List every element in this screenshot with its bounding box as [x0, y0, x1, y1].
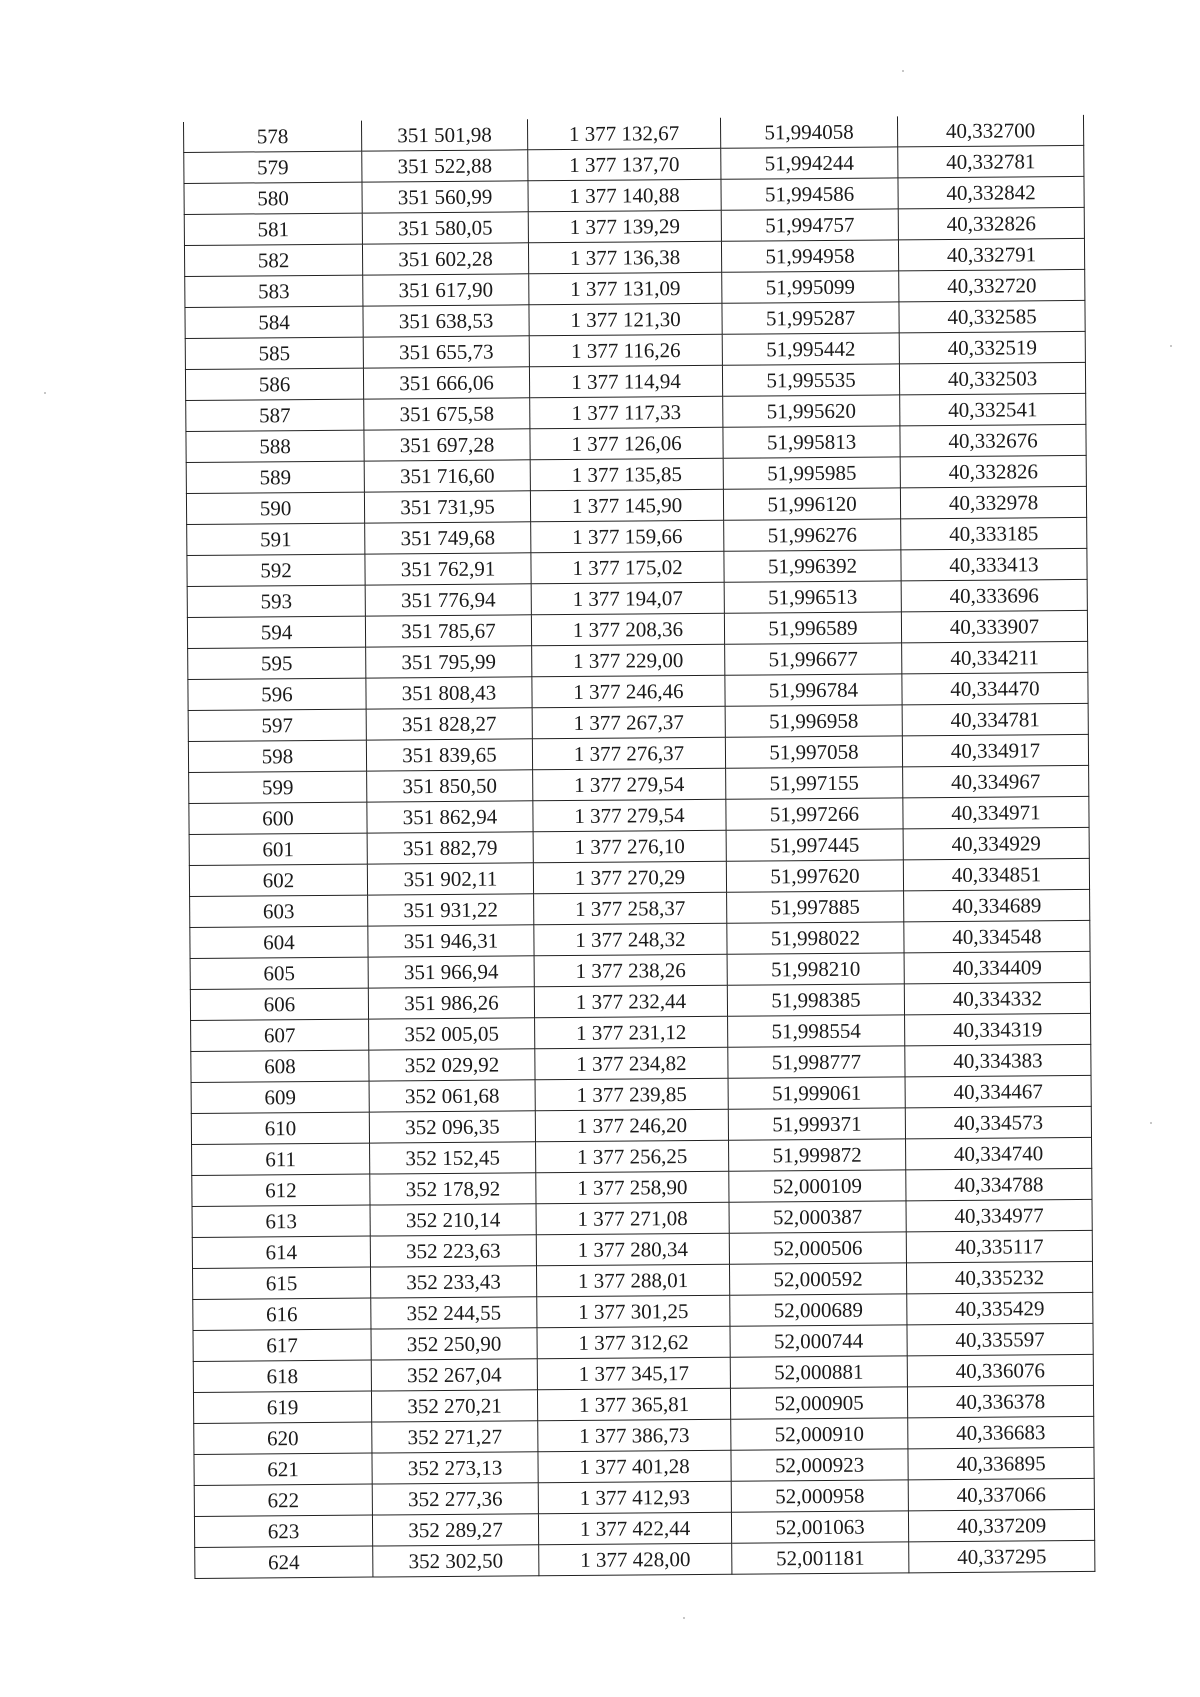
x-coordinate-cell: 352 302,50 — [373, 1545, 539, 1577]
longitude-cell: 40,332503 — [899, 362, 1085, 394]
longitude-cell: 40,334548 — [904, 920, 1090, 952]
x-coordinate-cell: 351 602,28 — [362, 243, 528, 275]
longitude-cell: 40,332791 — [898, 238, 1084, 270]
y-coordinate-cell: 1 377 208,36 — [531, 613, 724, 646]
point-number-cell: 611 — [192, 1143, 370, 1175]
latitude-cell: 51,996958 — [725, 705, 902, 737]
x-coordinate-cell: 352 233,43 — [370, 1266, 536, 1298]
longitude-cell: 40,333907 — [901, 610, 1087, 642]
point-number-cell: 583 — [185, 275, 363, 307]
x-coordinate-cell: 351 762,91 — [365, 553, 531, 585]
latitude-cell: 51,994586 — [721, 178, 898, 210]
y-coordinate-cell: 1 377 137,70 — [528, 148, 721, 181]
latitude-cell: 51,997885 — [727, 891, 904, 923]
point-number-cell: 598 — [188, 740, 366, 772]
latitude-cell: 51,994757 — [721, 209, 898, 241]
latitude-cell: 52,000910 — [731, 1418, 908, 1450]
point-number-cell: 610 — [191, 1112, 369, 1144]
point-number-cell: 595 — [188, 647, 366, 679]
latitude-cell: 51,994958 — [721, 240, 898, 272]
latitude-cell: 52,000689 — [730, 1294, 907, 1326]
y-coordinate-cell: 1 377 258,37 — [534, 892, 727, 925]
x-coordinate-cell: 352 250,90 — [371, 1328, 537, 1360]
latitude-cell: 51,998385 — [727, 984, 904, 1016]
y-coordinate-cell: 1 377 131,09 — [529, 272, 722, 305]
x-coordinate-cell: 352 244,55 — [371, 1297, 537, 1329]
point-number-cell: 582 — [184, 244, 362, 276]
point-number-cell: 620 — [194, 1422, 372, 1454]
longitude-cell: 40,335429 — [907, 1292, 1093, 1324]
longitude-cell: 40,334971 — [903, 796, 1089, 828]
x-coordinate-cell: 351 501,98 — [361, 119, 527, 151]
y-coordinate-cell: 1 377 412,93 — [538, 1481, 731, 1514]
point-number-cell: 621 — [194, 1453, 372, 1485]
longitude-cell: 40,334967 — [903, 765, 1089, 797]
latitude-cell: 51,995287 — [722, 302, 899, 334]
x-coordinate-cell: 351 655,73 — [363, 336, 529, 368]
longitude-cell: 40,332585 — [899, 300, 1085, 332]
x-coordinate-cell: 352 271,27 — [372, 1421, 538, 1453]
y-coordinate-cell: 1 377 428,00 — [539, 1543, 732, 1576]
longitude-cell: 40,332720 — [899, 269, 1085, 301]
y-coordinate-cell: 1 377 232,44 — [534, 985, 727, 1018]
x-coordinate-cell: 351 716,60 — [364, 460, 530, 492]
longitude-cell: 40,334319 — [905, 1013, 1091, 1045]
y-coordinate-cell: 1 377 279,54 — [533, 768, 726, 801]
latitude-cell: 52,000109 — [729, 1170, 906, 1202]
point-number-cell: 580 — [184, 182, 362, 214]
point-number-cell: 592 — [187, 554, 365, 586]
latitude-cell: 51,996392 — [724, 550, 901, 582]
latitude-cell: 51,996276 — [724, 519, 901, 551]
x-coordinate-cell: 351 946,31 — [368, 925, 534, 957]
point-number-cell: 596 — [188, 678, 366, 710]
y-coordinate-cell: 1 377 312,62 — [537, 1326, 730, 1359]
y-coordinate-cell: 1 377 267,37 — [532, 706, 725, 739]
y-coordinate-cell: 1 377 288,01 — [536, 1264, 729, 1297]
y-coordinate-cell: 1 377 280,34 — [536, 1233, 729, 1266]
longitude-cell: 40,332826 — [900, 455, 1086, 487]
latitude-cell: 51,996589 — [724, 612, 901, 644]
y-coordinate-cell: 1 377 159,66 — [531, 520, 724, 553]
point-number-cell: 608 — [191, 1050, 369, 1082]
scan-speck — [44, 392, 46, 394]
y-coordinate-cell: 1 377 276,37 — [532, 737, 725, 770]
y-coordinate-cell: 1 377 231,12 — [535, 1016, 728, 1049]
point-number-cell: 606 — [190, 988, 368, 1020]
longitude-cell: 40,334332 — [904, 982, 1090, 1014]
latitude-cell: 52,000506 — [729, 1232, 906, 1264]
y-coordinate-cell: 1 377 301,25 — [537, 1295, 730, 1328]
y-coordinate-cell: 1 377 175,02 — [531, 551, 724, 584]
y-coordinate-cell: 1 377 276,10 — [533, 830, 726, 863]
y-coordinate-cell: 1 377 386,73 — [538, 1419, 731, 1452]
y-coordinate-cell: 1 377 132,67 — [527, 118, 720, 150]
latitude-cell: 51,998554 — [728, 1015, 905, 1047]
longitude-cell: 40,332781 — [898, 145, 1084, 177]
point-number-cell: 590 — [186, 492, 364, 524]
y-coordinate-cell: 1 377 258,90 — [536, 1171, 729, 1204]
scan-speck — [1170, 345, 1172, 347]
longitude-cell: 40,335117 — [906, 1230, 1092, 1262]
latitude-cell: 51,995535 — [722, 364, 899, 396]
longitude-cell: 40,336683 — [908, 1416, 1094, 1448]
y-coordinate-cell: 1 377 239,85 — [535, 1078, 728, 1111]
point-number-cell: 613 — [192, 1205, 370, 1237]
longitude-cell: 40,334740 — [906, 1137, 1092, 1169]
scan-speck — [1150, 1122, 1152, 1124]
latitude-cell: 51,995620 — [723, 395, 900, 427]
latitude-cell: 51,995985 — [723, 457, 900, 489]
y-coordinate-cell: 1 377 365,81 — [537, 1388, 730, 1421]
latitude-cell: 52,000744 — [730, 1325, 907, 1357]
latitude-cell: 51,998777 — [728, 1046, 905, 1078]
y-coordinate-cell: 1 377 234,82 — [535, 1047, 728, 1080]
longitude-cell: 40,334470 — [902, 672, 1088, 704]
latitude-cell: 51,997058 — [725, 736, 902, 768]
y-coordinate-cell: 1 377 136,38 — [528, 241, 721, 274]
scan-speck — [683, 1617, 685, 1619]
x-coordinate-cell: 351 828,27 — [366, 708, 532, 740]
longitude-cell: 40,336378 — [907, 1385, 1093, 1417]
point-number-cell: 579 — [184, 151, 362, 183]
longitude-cell: 40,334467 — [905, 1075, 1091, 1107]
longitude-cell: 40,335232 — [906, 1261, 1092, 1293]
latitude-cell: 52,000923 — [731, 1449, 908, 1481]
x-coordinate-cell: 351 808,43 — [366, 677, 532, 709]
y-coordinate-cell: 1 377 194,07 — [531, 582, 724, 615]
point-number-cell: 587 — [186, 399, 364, 431]
x-coordinate-cell: 351 638,53 — [363, 305, 529, 337]
y-coordinate-cell: 1 377 229,00 — [532, 644, 725, 677]
longitude-cell: 40,334788 — [906, 1168, 1092, 1200]
point-number-cell: 584 — [185, 306, 363, 338]
latitude-cell: 52,000881 — [730, 1356, 907, 1388]
y-coordinate-cell: 1 377 270,29 — [533, 861, 726, 894]
x-coordinate-cell: 351 776,94 — [365, 584, 531, 616]
coordinates-table — [183, 115, 1095, 1579]
y-coordinate-cell: 1 377 238,26 — [534, 954, 727, 987]
longitude-cell: 40,332519 — [899, 331, 1085, 363]
point-number-cell: 623 — [194, 1515, 372, 1547]
x-coordinate-cell: 351 966,94 — [368, 956, 534, 988]
longitude-cell: 40,333696 — [901, 579, 1087, 611]
x-coordinate-cell: 351 522,88 — [362, 150, 528, 182]
longitude-cell: 40,337066 — [908, 1478, 1094, 1510]
coordinates-table-body — [183, 115, 1094, 1579]
point-number-cell: 624 — [195, 1546, 373, 1578]
latitude-cell: 51,997266 — [726, 798, 903, 830]
longitude-cell: 40,336895 — [908, 1447, 1094, 1479]
longitude-cell: 40,332978 — [900, 486, 1086, 518]
longitude-cell: 40,334383 — [905, 1044, 1091, 1076]
point-number-cell: 622 — [194, 1484, 372, 1516]
y-coordinate-cell: 1 377 246,20 — [535, 1109, 728, 1142]
x-coordinate-cell: 351 617,90 — [363, 274, 529, 306]
point-number-cell: 586 — [185, 368, 363, 400]
longitude-cell: 40,332700 — [897, 115, 1083, 147]
latitude-cell: 52,000592 — [729, 1263, 906, 1295]
longitude-cell: 40,333185 — [901, 517, 1087, 549]
y-coordinate-cell: 1 377 345,17 — [537, 1357, 730, 1390]
y-coordinate-cell: 1 377 140,88 — [528, 179, 721, 212]
latitude-cell: 52,001063 — [731, 1511, 908, 1543]
latitude-cell: 51,999371 — [728, 1108, 905, 1140]
point-number-cell: 619 — [193, 1391, 371, 1423]
longitude-cell: 40,334917 — [902, 734, 1088, 766]
y-coordinate-cell: 1 377 279,54 — [533, 799, 726, 832]
x-coordinate-cell: 352 029,92 — [369, 1049, 535, 1081]
longitude-cell: 40,334781 — [902, 703, 1088, 735]
x-coordinate-cell: 351 697,28 — [364, 429, 530, 461]
latitude-cell: 51,998210 — [727, 953, 904, 985]
latitude-cell: 51,997445 — [726, 829, 903, 861]
longitude-cell: 40,332676 — [900, 424, 1086, 456]
latitude-cell: 52,001181 — [732, 1542, 909, 1574]
scan-speck — [902, 70, 904, 72]
point-number-cell: 607 — [191, 1019, 369, 1051]
y-coordinate-cell: 1 377 256,25 — [536, 1140, 729, 1173]
longitude-cell: 40,334409 — [904, 951, 1090, 983]
x-coordinate-cell: 351 795,99 — [366, 646, 532, 678]
latitude-cell: 51,999872 — [729, 1139, 906, 1171]
latitude-cell: 51,994244 — [721, 147, 898, 179]
point-number-cell: 593 — [187, 585, 365, 617]
point-number-cell: 612 — [192, 1174, 370, 1206]
y-coordinate-cell: 1 377 271,08 — [536, 1202, 729, 1235]
point-number-cell: 616 — [193, 1298, 371, 1330]
x-coordinate-cell: 352 289,27 — [372, 1514, 538, 1546]
y-coordinate-cell: 1 377 114,94 — [529, 365, 722, 398]
longitude-cell: 40,332541 — [900, 393, 1086, 425]
point-number-cell: 588 — [186, 430, 364, 462]
x-coordinate-cell: 352 270,21 — [371, 1390, 537, 1422]
point-number-cell: 609 — [191, 1081, 369, 1113]
longitude-cell: 40,332842 — [898, 176, 1084, 208]
x-coordinate-cell: 351 560,99 — [362, 181, 528, 213]
longitude-cell: 40,333413 — [901, 548, 1087, 580]
x-coordinate-cell: 351 862,94 — [367, 801, 533, 833]
y-coordinate-cell: 1 377 246,46 — [532, 675, 725, 708]
x-coordinate-cell: 352 273,13 — [372, 1452, 538, 1484]
longitude-cell: 40,336076 — [907, 1354, 1093, 1386]
latitude-cell: 51,994058 — [720, 116, 897, 148]
x-coordinate-cell: 351 580,05 — [362, 212, 528, 244]
x-coordinate-cell: 351 839,65 — [366, 739, 532, 771]
latitude-cell: 51,996513 — [724, 581, 901, 613]
latitude-cell: 52,000958 — [731, 1480, 908, 1512]
point-number-cell: 600 — [189, 802, 367, 834]
x-coordinate-cell: 352 223,63 — [370, 1235, 536, 1267]
point-number-cell: 585 — [185, 337, 363, 369]
longitude-cell: 40,334211 — [902, 641, 1088, 673]
latitude-cell: 51,995099 — [722, 271, 899, 303]
x-coordinate-cell: 351 850,50 — [367, 770, 533, 802]
x-coordinate-cell: 352 210,14 — [370, 1204, 536, 1236]
latitude-cell: 51,995442 — [722, 333, 899, 365]
longitude-cell: 40,335597 — [907, 1323, 1093, 1355]
point-number-cell: 581 — [184, 213, 362, 245]
longitude-cell: 40,334851 — [903, 858, 1089, 890]
point-number-cell: 605 — [190, 957, 368, 989]
x-coordinate-cell: 352 277,36 — [372, 1483, 538, 1515]
x-coordinate-cell: 351 931,22 — [368, 894, 534, 926]
x-coordinate-cell: 352 005,05 — [369, 1018, 535, 1050]
latitude-cell: 51,998022 — [727, 922, 904, 954]
point-number-cell: 604 — [190, 926, 368, 958]
x-coordinate-cell: 352 096,35 — [369, 1111, 535, 1143]
point-number-cell: 614 — [192, 1236, 370, 1268]
x-coordinate-cell: 351 882,79 — [367, 832, 533, 864]
point-number-cell: 591 — [187, 523, 365, 555]
latitude-cell: 51,997155 — [726, 767, 903, 799]
latitude-cell: 51,996784 — [725, 674, 902, 706]
latitude-cell: 51,996120 — [723, 488, 900, 520]
latitude-cell: 51,995813 — [723, 426, 900, 458]
y-coordinate-cell: 1 377 145,90 — [530, 489, 723, 522]
point-number-cell: 599 — [189, 771, 367, 803]
y-coordinate-cell: 1 377 422,44 — [538, 1512, 731, 1545]
table-row — [195, 1540, 1095, 1578]
x-coordinate-cell: 351 986,26 — [368, 987, 534, 1019]
x-coordinate-cell: 351 675,58 — [364, 398, 530, 430]
latitude-cell: 51,999061 — [728, 1077, 905, 1109]
point-number-cell: 601 — [189, 833, 367, 865]
longitude-cell: 40,334689 — [904, 889, 1090, 921]
y-coordinate-cell: 1 377 116,26 — [529, 334, 722, 367]
x-coordinate-cell: 352 178,92 — [370, 1173, 536, 1205]
y-coordinate-cell: 1 377 135,85 — [530, 458, 723, 491]
x-coordinate-cell: 351 666,06 — [363, 367, 529, 399]
y-coordinate-cell: 1 377 248,32 — [534, 923, 727, 956]
longitude-cell: 40,334977 — [906, 1199, 1092, 1231]
x-coordinate-cell: 352 061,68 — [369, 1080, 535, 1112]
longitude-cell: 40,337295 — [909, 1540, 1095, 1572]
latitude-cell: 52,000905 — [730, 1387, 907, 1419]
x-coordinate-cell: 352 152,45 — [370, 1142, 536, 1174]
x-coordinate-cell: 351 731,95 — [364, 491, 530, 523]
longitude-cell: 40,334929 — [903, 827, 1089, 859]
point-number-cell: 603 — [190, 895, 368, 927]
y-coordinate-cell: 1 377 117,33 — [530, 396, 723, 429]
y-coordinate-cell: 1 377 139,29 — [528, 210, 721, 243]
point-number-cell: 594 — [187, 616, 365, 648]
point-number-cell: 578 — [183, 121, 361, 153]
longitude-cell: 40,334573 — [905, 1106, 1091, 1138]
point-number-cell: 615 — [193, 1267, 371, 1299]
latitude-cell: 52,000387 — [729, 1201, 906, 1233]
y-coordinate-cell: 1 377 121,30 — [529, 303, 722, 336]
y-coordinate-cell: 1 377 126,06 — [530, 427, 723, 460]
x-coordinate-cell: 351 785,67 — [365, 615, 531, 647]
point-number-cell: 589 — [186, 461, 364, 493]
longitude-cell: 40,337209 — [908, 1509, 1094, 1541]
latitude-cell: 51,997620 — [726, 860, 903, 892]
latitude-cell: 51,996677 — [725, 643, 902, 675]
longitude-cell: 40,332826 — [898, 207, 1084, 239]
point-number-cell: 617 — [193, 1329, 371, 1361]
x-coordinate-cell: 352 267,04 — [371, 1359, 537, 1391]
point-number-cell: 618 — [193, 1360, 371, 1392]
y-coordinate-cell: 1 377 401,28 — [538, 1450, 731, 1483]
point-number-cell: 602 — [189, 864, 367, 896]
x-coordinate-cell: 351 749,68 — [365, 522, 531, 554]
point-number-cell: 597 — [188, 709, 366, 741]
x-coordinate-cell: 351 902,11 — [367, 863, 533, 895]
